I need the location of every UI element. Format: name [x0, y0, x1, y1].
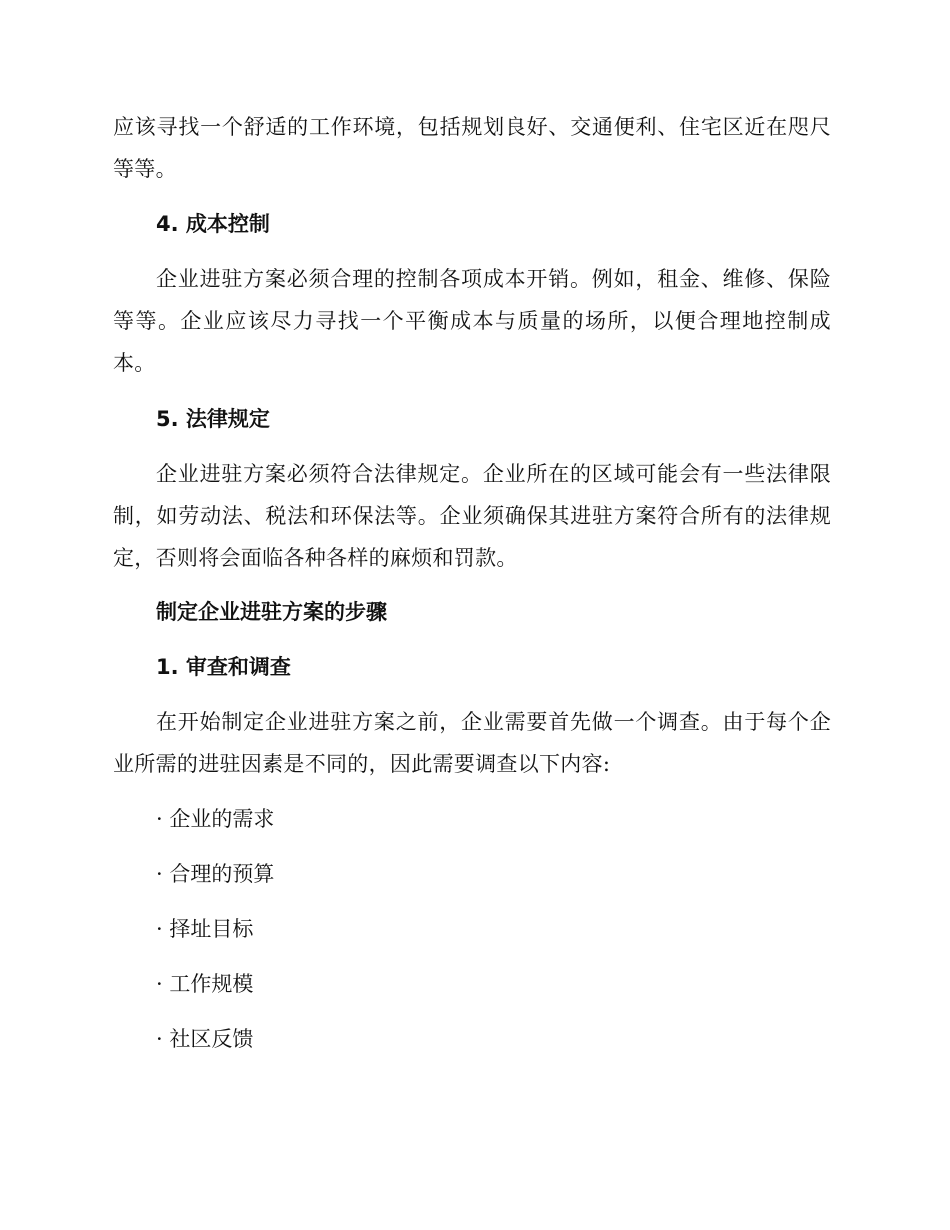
- list-item: · 社区反馈: [156, 1027, 254, 1051]
- heading-review: 1. 审查和调查: [156, 655, 291, 679]
- paragraph-intro-continued: 应该寻找一个舒适的工作环境，包括规划良好、交通便利、住宅区近在咫尺等等。: [113, 115, 831, 181]
- list-item: · 合理的预算: [156, 862, 275, 886]
- paragraph-cost-control: 企业进驻方案必须合理的控制各项成本开销。例如，租金、维修、保险等等。企业应该尽力寻找一个平衡成本与质量的场所，以便合理地控制成本。: [113, 267, 831, 375]
- heading-legal: 5. 法律规定: [156, 407, 270, 431]
- list-item: · 企业的需求: [156, 807, 275, 831]
- list-item: · 择址目标: [156, 917, 254, 941]
- heading-steps: 制定企业进驻方案的步骤: [156, 600, 387, 624]
- paragraph-legal: 企业进驻方案必须符合法律规定。企业所在的区域可能会有一些法律限制，如劳动法、税法和环保法等。企业须确保其进驻方案符合所有的法律规定，否则将会面临各种各样的麻烦和罚款。: [113, 462, 831, 570]
- list-item: · 工作规模: [156, 972, 254, 996]
- paragraph-review: 在开始制定企业进驻方案之前，企业需要首先做一个调查。由于每个企业所需的进驻因素是不同的，因此需要调查以下内容:: [113, 710, 831, 776]
- heading-cost-control: 4. 成本控制: [156, 212, 270, 236]
